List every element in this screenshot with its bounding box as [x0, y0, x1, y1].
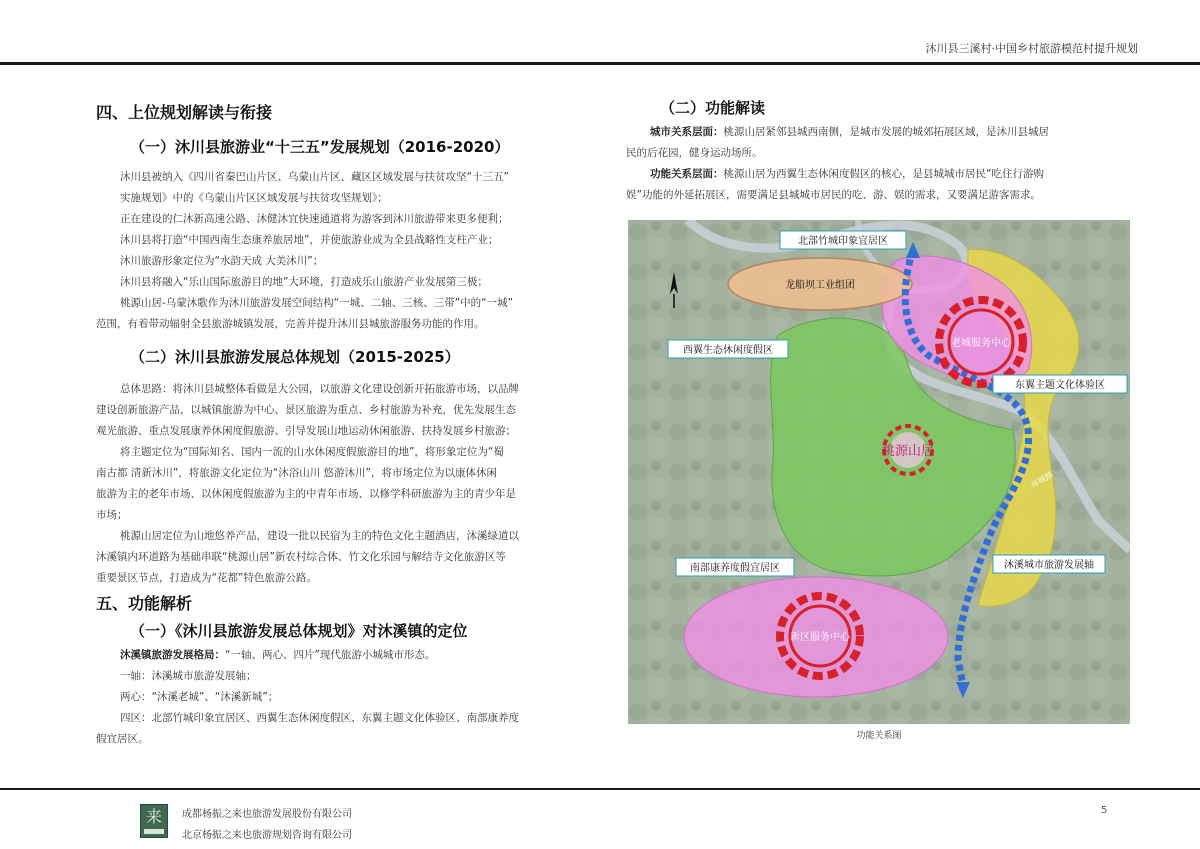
s3-zones-line-a: 四区：北部竹城印象宜居区、西翼生态休闲度假区、东翼主题文化体验区、南部康养度 — [120, 712, 519, 724]
left-column — [96, 100, 596, 750]
s2-line-3: 观光旅游、重点发展康养休闲度假旅游、引导发展山地运动休闲旅游、扶持发展乡村旅游； — [96, 425, 516, 437]
label-ring-road: 环城路 — [1029, 469, 1055, 490]
subsection-tourism-13th-plan-title: （一）沐川县旅游业“十三五”发展规划（2016-2020） — [130, 138, 510, 156]
s1-paragraph-4: 沐川旅游形象定位为“水韵天成 大美沐川”； — [120, 255, 324, 267]
city-relation-line-1: 桃源山居紧邻县城西南侧，是城市发展的城郊拓展区域，是沐川县城居 — [723, 126, 1049, 138]
header-title: 沐川县三溪村·中国乡村旅游模范村提升规划 — [925, 42, 1138, 55]
label-taoyuan-shanju: 桃源山居 — [881, 444, 935, 459]
city-relation-line-2: 民的后花园，健身运动场所。 — [626, 147, 763, 159]
s2-line-9: 沐溪镇内环道路为基础串联“桃源山居”新农村综合体、竹文化乐园与解结寺文化旅游区等 — [96, 551, 506, 563]
s3-layout-key: 沐溪镇旅游发展格局： — [120, 649, 225, 661]
function-relation-map — [628, 220, 1130, 724]
s2-line-5: 南古都 清新沐川”，将旅游文化定位为“沐浴山川 悠游沐川”，将市场定位为以康体休闲 — [96, 467, 497, 479]
function-interpretation-title: （二）功能解读 — [660, 99, 766, 117]
header-rule — [0, 62, 1200, 65]
s1-paragraph-1a: 沐川县被纳入《四川省秦巴山片区、乌蒙山片区、藏区区域发展与扶贫攻坚“十三五” — [120, 171, 509, 183]
function-relation-line-2: 娱”功能的外延拓展区，需要满足县城城市居民的吃、游、娱的需求，又要满足游客需求。 — [626, 189, 1041, 201]
s2-line-7: 市场； — [96, 509, 128, 521]
footer-rule — [0, 788, 1200, 790]
s3-axis-line: 一轴：沐溪城市旅游发展轴； — [120, 670, 257, 682]
footer-company-beijing: 北京杨振之来也旅游规划咨询有限公司 — [182, 830, 352, 841]
map-caption: 功能关系图 — [856, 731, 902, 741]
s1-paragraph-5: 沐川县将融入“乐山国际旅游目的地”大环境，打造成乐山旅游产业发展第三极； — [120, 276, 488, 288]
function-relation-key: 功能关系层面： — [650, 168, 724, 180]
s3-zones-line-b: 假宜居区。 — [96, 733, 149, 745]
s2-line-4: 将主题定位为“国际知名、国内一流的山水休闲度假旅游目的地”，将形象定位为“蜀 — [120, 446, 504, 458]
subsection-muxi-positioning-title: （一）《沐川县旅游发展总体规划》对沐溪镇的定位 — [130, 622, 468, 640]
right-column — [626, 96, 1130, 206]
label-tourism-axis: 沐溪城市旅游发展轴 — [1004, 560, 1094, 571]
s2-line-1: 总体思路：将沐川县城整体看做是大公园，以旅游文化建设创新开拓旅游市场，以品牌 — [120, 383, 519, 395]
footer-company-chengdu: 成都杨振之来也旅游发展股份有限公司 — [182, 809, 352, 820]
s3-centers-line: 两心：“沐溪老城”、“沐溪新城”； — [120, 691, 279, 703]
label-north-zone: 北部竹城印象宜居区 — [798, 236, 888, 247]
label-east-zone: 东翼主题文化体验区 — [1015, 380, 1105, 391]
label-south-zone: 南部康养度假宜居区 — [690, 563, 780, 574]
s1-paragraph-3: 沐川县将打造“中国西南生态康养旅居地”，并使旅游业成为全县战略性支柱产业； — [120, 234, 499, 246]
map-svg — [628, 220, 1130, 724]
label-west-zone: 西翼生态休闲度假区 — [683, 345, 773, 356]
s2-line-2: 建设创新旅游产品，以城镇旅游为中心、景区旅游为重点、乡村旅游为补充，优先发展生态 — [96, 404, 516, 416]
s1-paragraph-6b: 范围，有着带动辐射全县旅游城镇发展，完善并提升沐川县城旅游服务功能的作用。 — [96, 318, 485, 330]
company-logo-icon: 来 — [140, 804, 168, 838]
page-header — [0, 0, 1200, 64]
s1-paragraph-6a: 桃源山居-乌蒙沐歌作为沐川旅游发展空间结构“一城、二轴、三核、三带”中的“一城” — [120, 297, 514, 309]
label-new-district-center: 新区服务中心 — [790, 632, 850, 643]
s2-line-8: 桃源山居定位为山地悠养产品，建设一批以民宿为主的特色文化主题酒店，沐溪绿道以 — [120, 530, 519, 542]
page-number: 5 — [1101, 805, 1108, 816]
s1-paragraph-2: 正在建设的仁沐新高速公路、沐健沐宜快速通道将为游客到沐川旅游带来更多便利； — [120, 213, 509, 225]
s2-line-10: 重要景区节点，打造成为“花都”特色旅游公路。 — [96, 572, 317, 584]
section5-title: 五、功能解析 — [96, 594, 193, 613]
city-relation-key: 城市关系层面： — [650, 126, 724, 138]
section4-title: 四、上位规划解读与衔接 — [96, 103, 273, 122]
s1-paragraph-1b: 实施规划》中的《乌蒙山片区区域发展与扶贫攻坚规划》； — [120, 192, 388, 204]
function-relation-line-1: 桃源山居为西翼生态休闲度假区的核心，是县城城市居民“吃住行游购 — [723, 168, 1044, 180]
label-old-town-center: 老城服务中心 — [951, 338, 1011, 349]
s3-layout-value: “一轴、两心、四片”现代旅游小城城市形态。 — [225, 649, 436, 661]
label-industrial-cluster: 龙船坝工业组团 — [785, 280, 855, 291]
s2-line-6: 旅游为主的老年市场、以休闲度假旅游为主的中青年市场、以修学科研旅游为主的青少年是 — [96, 488, 516, 500]
subsection-tourism-master-plan-title: （二）沐川县旅游发展总体规划（2015-2025） — [130, 348, 460, 366]
